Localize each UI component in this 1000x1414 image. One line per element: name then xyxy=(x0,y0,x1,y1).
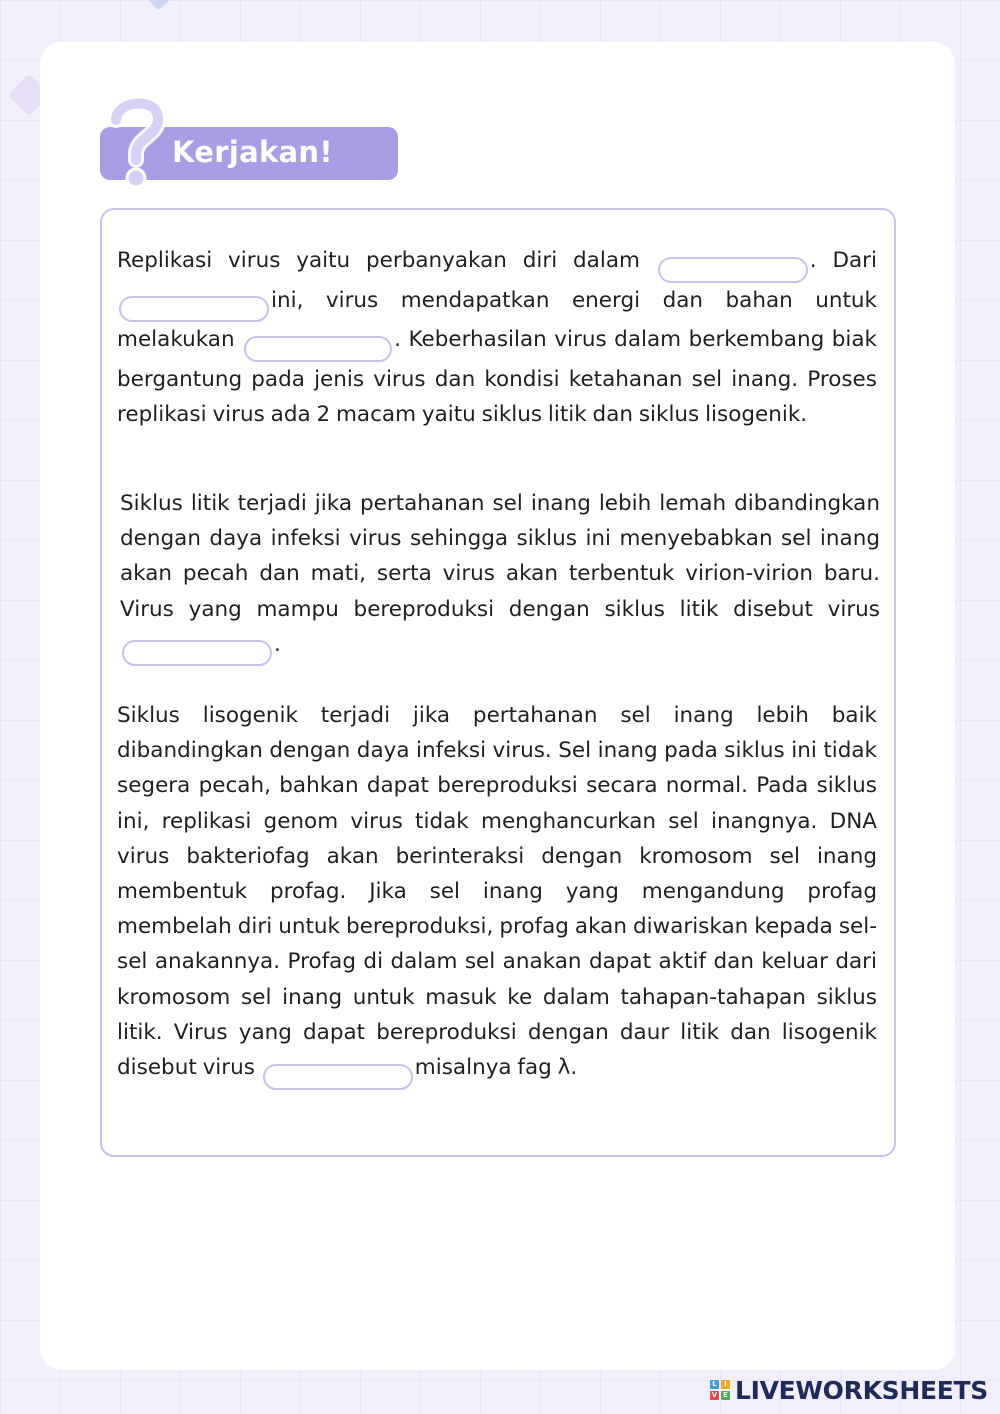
answer-blank-5[interactable] xyxy=(263,1064,413,1090)
decorative-diamond xyxy=(143,0,174,11)
paragraph-text: Siklus litik terjadi jika pertahanan sel inang lebih lemah dibandingkan dengan daya infeksi virus sehingga siklus ini menyebabkan sel inang akan pecah dan mati, serta virus akan terbentuk virion-virion baru. Virus yang mampu bereproduksi dengan siklus litik disebut virus xyxy=(120,491,880,622)
paragraph-text: . Keberhasilan virus dalam berkembang biak bergantung pada jenis virus dan kondisi ketahanan sel inang. Proses replikasi virus ada 2 macam yaitu siklus litik dan siklus lisogenik. xyxy=(117,327,877,427)
page-title: Kerjakan! xyxy=(172,135,333,169)
liveworksheets-icon xyxy=(710,1380,730,1400)
paragraph-text: ini, virus mendapatkan energi dan bahan untuk melakukan xyxy=(117,287,877,352)
answer-blank-3[interactable] xyxy=(244,336,392,362)
answer-blank-1[interactable] xyxy=(658,257,808,283)
paragraph-text: misalnya fag λ. xyxy=(414,1055,578,1081)
paragraph-replication xyxy=(117,243,877,432)
paragraph-text: . xyxy=(274,631,281,657)
liveworksheets-logo xyxy=(710,1374,988,1406)
brand-name: LIVEWORKSHEETS xyxy=(734,1375,988,1405)
paragraph-text: Siklus lisogenik terjadi jika pertahanan sel inang lebih baik dibandingkan dengan daya infeksi virus. Sel inang pada siklus ini tidak segera pecah, bahkan dapat bereproduksi secara normal. Pada siklus ini, replikasi genom virus tidak menghancurkan sel inangnya. DNA virus bakteriofag akan berinteraksi dengan kromosom sel inang membentuk profag. Jika sel inang yang mengandung profag membelah diri untuk bereproduksi, profag akan diwariskan kepada sel-sel anakannya. Profag di dalam sel anakan dapat aktif dan keluar dari kromosom sel inang untuk masuk ke dalam tahapan-tahapan siklus litik. Virus yang dapat bereproduksi dengan daur litik dan lisogenik disebut virus xyxy=(117,703,877,1081)
paragraph-lysogenic-cycle xyxy=(117,698,877,1090)
answer-blank-4[interactable] xyxy=(122,640,272,666)
logo-letter: L xyxy=(710,1380,719,1389)
paragraph-lytic-cycle xyxy=(120,486,880,666)
question-mark-icon xyxy=(102,92,172,192)
paragraph-text: Replikasi virus yaitu perbanyakan diri dalam xyxy=(117,248,656,273)
logo-letter: I xyxy=(721,1380,730,1389)
logo-letter: E xyxy=(721,1391,730,1400)
answer-blank-2[interactable] xyxy=(119,296,269,322)
paragraph-text: . Dari xyxy=(809,248,877,273)
logo-letter: V xyxy=(711,1391,718,1399)
